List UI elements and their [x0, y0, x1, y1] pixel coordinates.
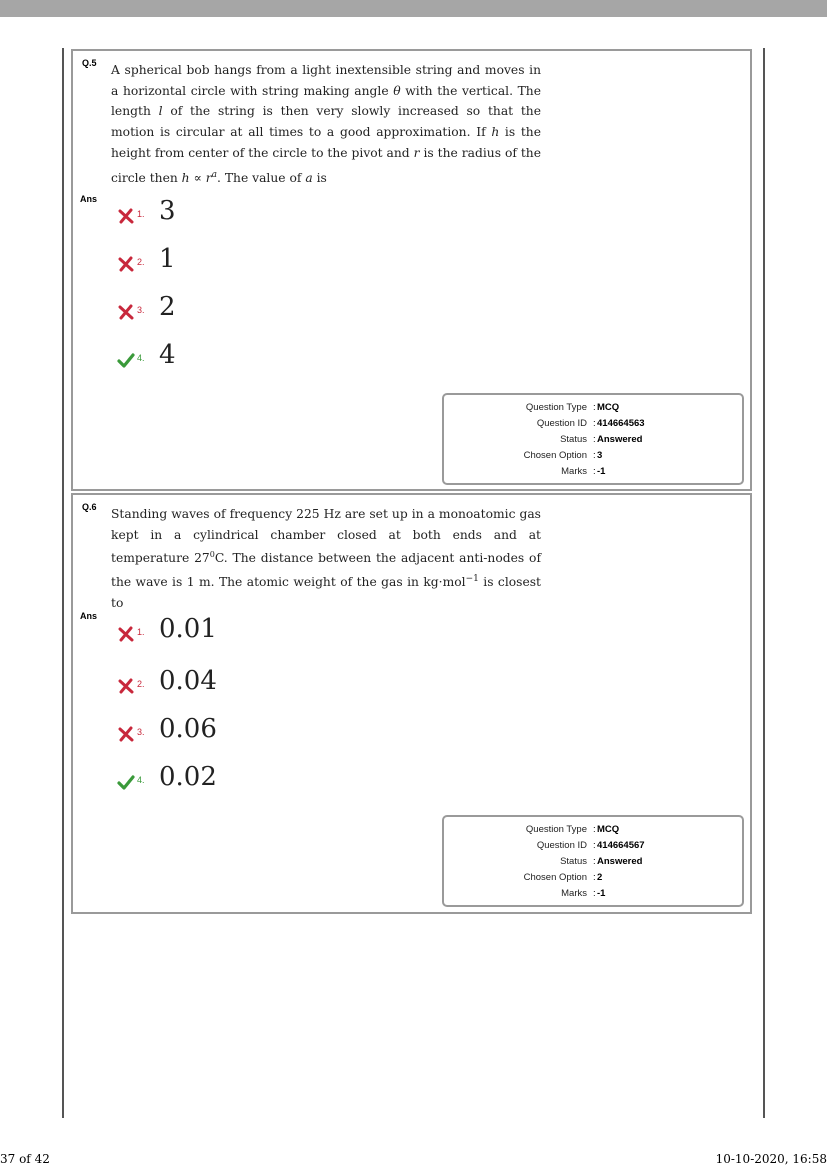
- question-type-value: MCQ: [597, 402, 620, 413]
- page-left-rule: [62, 48, 64, 1118]
- marks-value: -1: [597, 888, 606, 899]
- top-bar: [0, 0, 827, 17]
- page-counter: 37 of 42: [0, 1152, 50, 1166]
- question-type-value: MCQ: [597, 824, 620, 835]
- status-value: Answered: [597, 856, 643, 867]
- option-number: 2.: [137, 257, 145, 267]
- answer-label: Ans: [80, 194, 98, 204]
- marks-value: -1: [597, 466, 606, 477]
- question-id-value: 414664563: [597, 418, 645, 429]
- option-number: 1.: [137, 209, 145, 219]
- option-value: 3: [159, 196, 176, 226]
- question-card-6: [71, 493, 752, 914]
- option-value: 1: [159, 244, 176, 274]
- option-number: 1.: [137, 627, 145, 637]
- question-info-panel: Question Type : MCQ Question ID : 414664567 Status : Answered Chosen Option : 2 Marks : -1: [442, 815, 744, 907]
- cross-icon: [117, 677, 135, 695]
- option-number: 3.: [137, 305, 145, 315]
- option-value: 0.06: [159, 714, 217, 744]
- question-text: A spherical bob hangs from a light inextensible string and moves in a horizontal circle with string making angle θ with the vertical. The length l of the string is then very slowly increased so that the motion is circular at all times to a good approximation. If h is the height from center of the circle to the pivot and r is the radius of the circle then $h \propto r^a$. The value of a is: [111, 63, 542, 185]
- option-number: 3.: [137, 727, 145, 737]
- cross-icon: [117, 725, 135, 743]
- status-value: Answered: [597, 434, 643, 445]
- option-value: 0.01: [159, 614, 217, 644]
- page-right-rule: [763, 48, 765, 1118]
- cross-icon: [117, 207, 135, 225]
- option-value: 2: [159, 292, 176, 322]
- cross-icon: [117, 255, 135, 273]
- cross-icon: [117, 303, 135, 321]
- answer-label: Ans: [80, 611, 98, 621]
- option-number: 2.: [137, 679, 145, 689]
- option-number: 4.: [137, 775, 145, 785]
- cross-icon: [117, 625, 135, 643]
- chosen-option-value: 3: [597, 450, 603, 461]
- option-value: 0.04: [159, 666, 217, 696]
- check-icon: [117, 773, 135, 791]
- question-number: Q.6: [82, 502, 97, 512]
- question-number: Q.5: [82, 58, 97, 68]
- check-icon: [117, 351, 135, 369]
- question-text: Standing waves of frequency 225 Hz are set up in a monoatomic gas kept in a cylindrical chamber closed at both ends and at temperature $27^0C$. The distance between the adjacent anti-nodes of the wave is 1 m. The atomic weight of the gas in kg·mol$^{-1}$ is closest to: [111, 507, 541, 610]
- print-datetime: 10-10-2020, 16:58: [715, 1152, 827, 1166]
- question-card-5: [71, 49, 752, 491]
- option-value: 4: [159, 340, 176, 370]
- question-info-panel: Question Type : MCQ Question ID : 414664563 Status : Answered Chosen Option : 3 Marks : -1: [442, 393, 744, 485]
- option-number: 4.: [137, 353, 145, 363]
- question-id-value: 414664567: [597, 840, 645, 851]
- option-value: 0.02: [159, 762, 217, 792]
- chosen-option-value: 2: [597, 872, 603, 883]
